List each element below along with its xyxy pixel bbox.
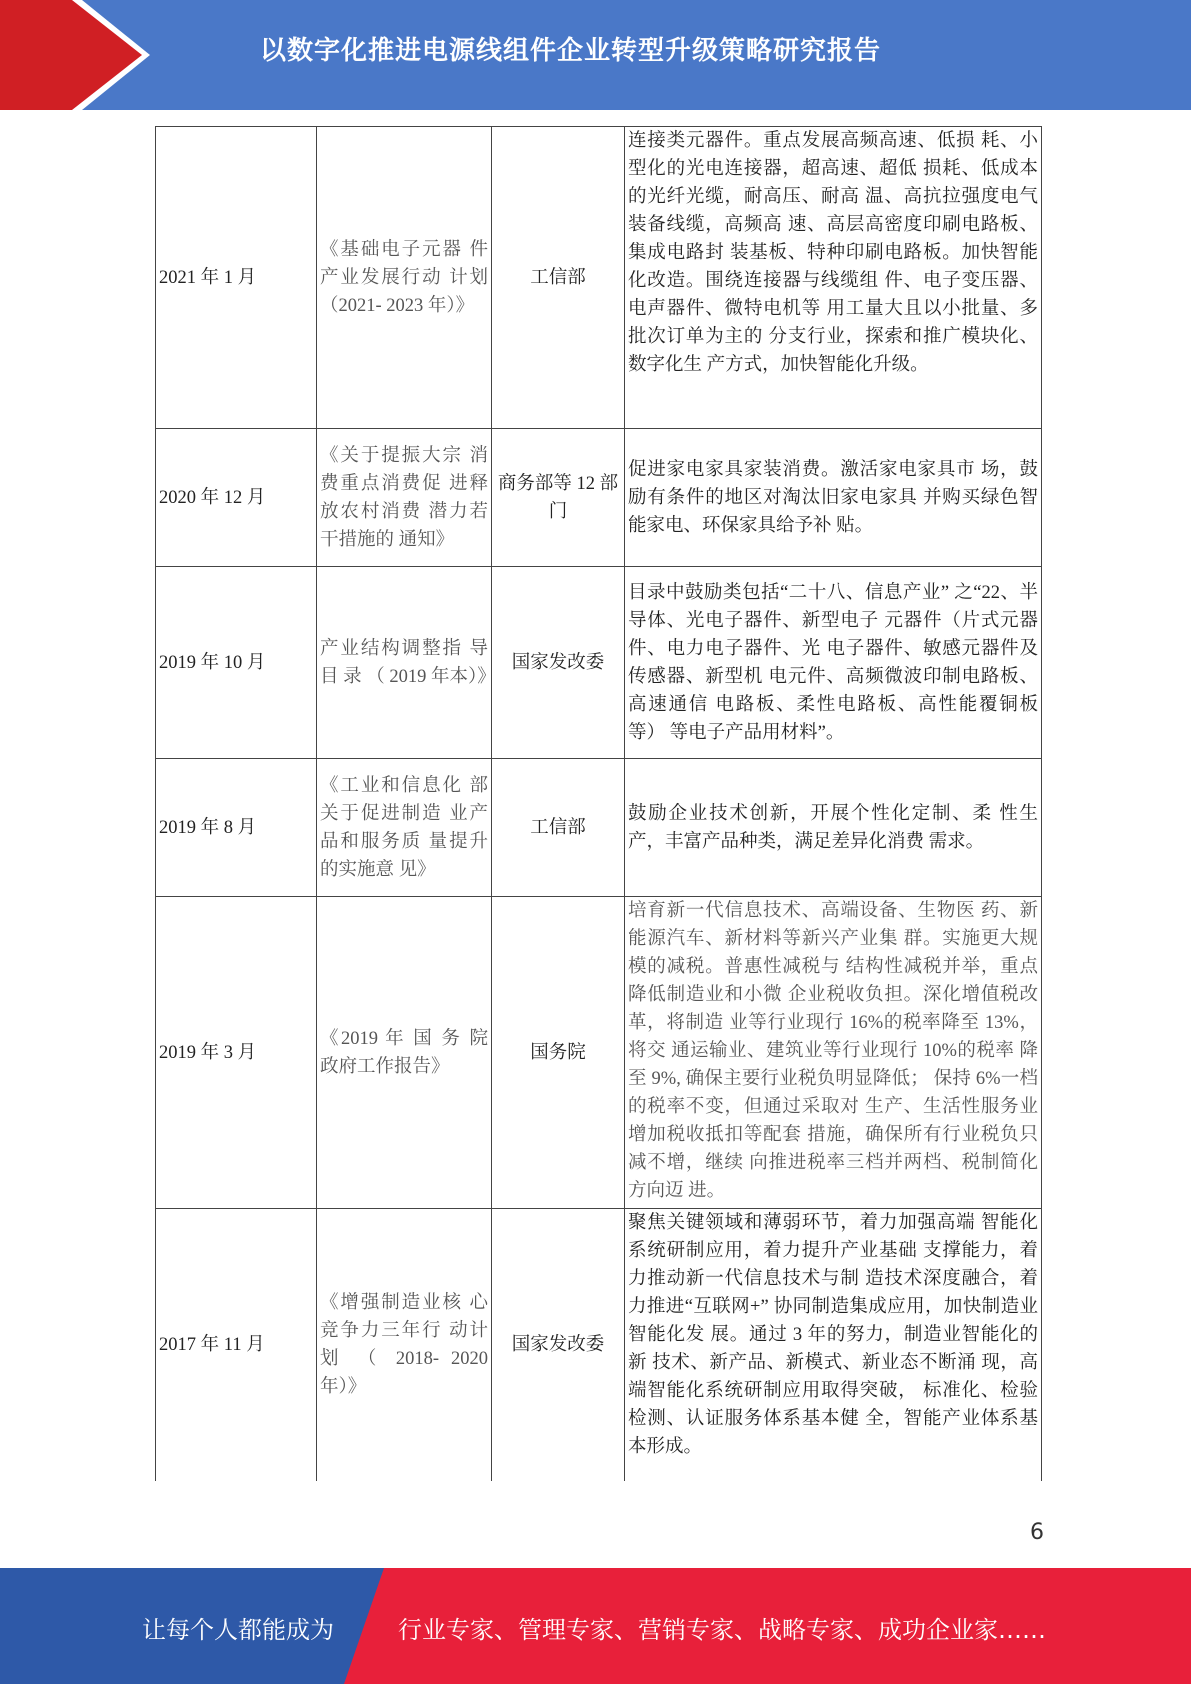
date-cell: 2017 年 11 月: [156, 1209, 317, 1481]
department-cell: 工信部: [492, 759, 625, 897]
content-cell: 鼓励企业技术创新，开展个性化定制、柔 性生产，丰富产品种类，满足差异化消费 需求。: [625, 759, 1042, 897]
date-cell: 2021 年 1 月: [156, 127, 317, 429]
header-chevron: [0, 0, 142, 110]
document-cell: 《基础电子元器 件产业发展行动 计划（2021- 2023 年）》: [317, 127, 492, 429]
content-cell: 目录中鼓励类包括“二十八、信息产业” 之“22、半导体、光电子器件、新型电子 元器件（片式元器件、电力电子器件、光 电子器件、敏感元器件及传感器、新型机 电元件、高频微波印制电路板、高速通信 电路板、柔性电路板、高性能覆铜板等） 等电子产品用材料”。: [625, 567, 1042, 759]
policy-table-container: [155, 126, 1038, 1481]
content-cell: 连接类元器件。重点发展高频高速、低损 耗、小型化的光电连接器，超高速、超低 损耗、低成本的光纤光缆，耐高压、耐高 温、高抗拉强度电气装备线缆，高频高 速、高层高密度印刷电路板、集成电路封 装基板、特种印刷电路板。加快智能化改造。围绕连接器与线缆组 件、电子变压器、电声器件、微特电机等 用工量大且以小批量、多批次订单为主的 分支行业，探索和推广模块化、数字化生 产方式，加快智能化升级。: [625, 127, 1042, 429]
table-row: [156, 897, 1042, 1209]
document-cell: 《关于提振大宗 消费重点消费促 进释放农村消费 潜力若干措施的 通知》: [317, 429, 492, 567]
content-cell: 促进家电家具家装消费。激活家电家具市 场，鼓励有条件的地区对淘汰旧家电家具 并购买绿色智能家电、环保家具给予补 贴。: [625, 429, 1042, 567]
page-number: 6: [1030, 1520, 1044, 1545]
report-title: 以数字化推进电源线组件企业转型升级策略研究报告: [260, 36, 882, 66]
document-cell: 《增强制造业核 心竞争力三年行 动计划 （ 2018- 2020 年）》: [317, 1209, 492, 1481]
table-row: [156, 127, 1042, 429]
department-cell: 国家发改委: [492, 567, 625, 759]
table-row: [156, 759, 1042, 897]
table-row: [156, 1209, 1042, 1481]
table-row: [156, 567, 1042, 759]
date-cell: 2019 年 8 月: [156, 759, 317, 897]
document-cell: 产业结构调整指 导 目 录 （ 2019 年本）》: [317, 567, 492, 759]
date-cell: 2019 年 10 月: [156, 567, 317, 759]
department-cell: 工信部: [492, 127, 625, 429]
policy-table: [155, 126, 1042, 1481]
page-footer: [0, 1568, 1191, 1684]
footer-slogan-left: 让每个人都能成为: [142, 1616, 334, 1644]
document-cell: 《工业和信息化 部关于促进制造 业产品和服务质 量提升的实施意 见》: [317, 759, 492, 897]
date-cell: 2019 年 3 月: [156, 897, 317, 1209]
department-cell: 国务院: [492, 897, 625, 1209]
department-cell: 商务部等 12 部门: [492, 429, 625, 567]
footer-slogan-right: 行业专家、管理专家、营销专家、战略专家、成功企业家……: [398, 1616, 1046, 1644]
content-cell: 聚焦关键领域和薄弱环节，着力加强高端 智能化系统研制应用，着力提升产业基础 支撑能力，着力推动新一代信息技术与制 造技术深度融合，着力推进“互联网+” 协同制造集成应用，加快制造业智能化发 展。通过 3 年的努力，制造业智能化的新 技术、新产品、新模式、新业态不断涌 现，高端智能化系统研制应用取得突破， 标准化、检验检测、认证服务体系基本健 全，智能产业体系基本形成。: [625, 1209, 1042, 1481]
table-row: [156, 429, 1042, 567]
department-cell: 国家发改委: [492, 1209, 625, 1481]
content-cell: 培育新一代信息技术、高端设备、生物医 药、新能源汽车、新材料等新兴产业集 群。实施更大规模的减税。普惠性减税与 结构性减税并举，重点降低制造业和小微 企业税收负担。深化增值税改革，将制造 业等行业现行 16%的税率降至 13%，将交 通运输业、建筑业等行业现行 10%的税率 降至 9%, 确保主要行业税负明显降低； 保持 6%一档的税率不变，但通过采取对 生产、生活性服务业增加税收抵扣等配套 措施，确保所有行业税负只减不增，继续 向推进税率三档并两档、税制简化方向迈 进。: [625, 897, 1042, 1209]
date-cell: 2020 年 12 月: [156, 429, 317, 567]
page-header: [0, 0, 1191, 110]
document-cell: 《2019 年 国 务 院 政府工作报告》: [317, 897, 492, 1209]
